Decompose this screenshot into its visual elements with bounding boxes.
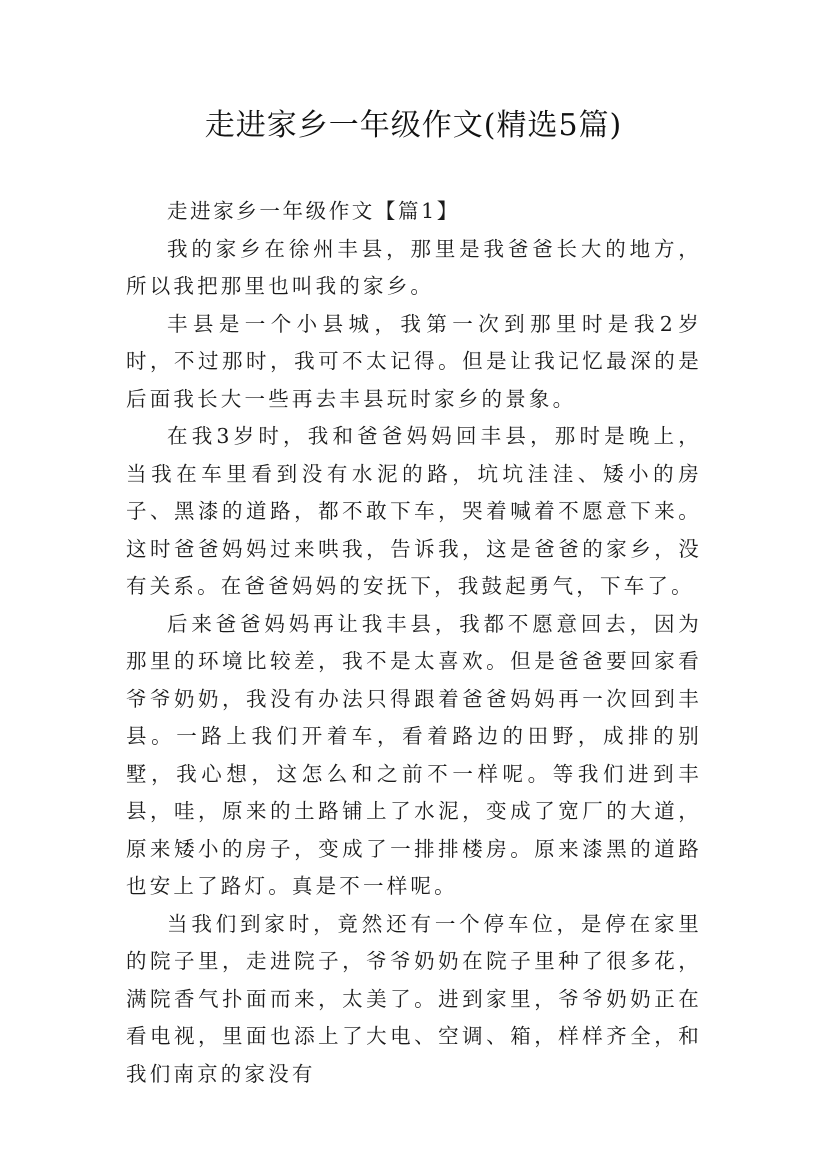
document-body — [126, 193, 702, 1093]
paragraph: 丰县是一个小县城，我第一次到那里时是我2岁时，不过那时，我可不太记得。但是让我记忆最深的是后面我长大一些再去丰县玩时家乡的景象。 — [126, 311, 702, 411]
paragraph: 当我们到家时，竟然还有一个停车位，是停在家里的院子里，走进院子，爷爷奶奶在院子里种了很多花，满院香气扑面而来，太美了。进到家里，爷爷奶奶正在看电视，里面也添上了大电、空调、箱，样样齐全，和我们南京的家没有 — [126, 911, 702, 1086]
section-heading: 走进家乡一年级作文【篇1】 — [167, 199, 460, 223]
document-title: 走进家乡一年级作文(精选5篇) — [204, 108, 623, 143]
paragraph: 在我3岁时，我和爸爸妈妈回丰县，那时是晚上，当我在车里看到没有水泥的路，坑坑洼洼、矮小的房子、黑漆的道路，都不敢下车，哭着喊着不愿意下来。这时爸爸妈妈过来哄我，告诉我，这是爸爸的家乡，没有关系。在爸爸妈妈的安抚下，我鼓起勇气，下车了。 — [126, 424, 702, 598]
paragraph: 后来爸爸妈妈再让我丰县，我都不愿意回去，因为那里的环境比较差，我不是太喜欢。但是爸爸要回家看爷爷奶奶，我没有办法只得跟着爸爸妈妈再一次回到丰县。一路上我们开着车，看着路边的田野，成排的别墅，我心想，这怎么和之前不一样呢。等我们进到丰县，哇，原来的土路铺上了水泥，变成了宽厂的大道，原来矮小的房子，变成了一排排楼房。原来漆黑的道路也安上了路灯。真是不一样呢。 — [126, 611, 702, 898]
paragraph: 我的家乡在徐州丰县，那里是我爸爸长大的地方，所以我把那里也叫我的家乡。 — [126, 236, 702, 298]
